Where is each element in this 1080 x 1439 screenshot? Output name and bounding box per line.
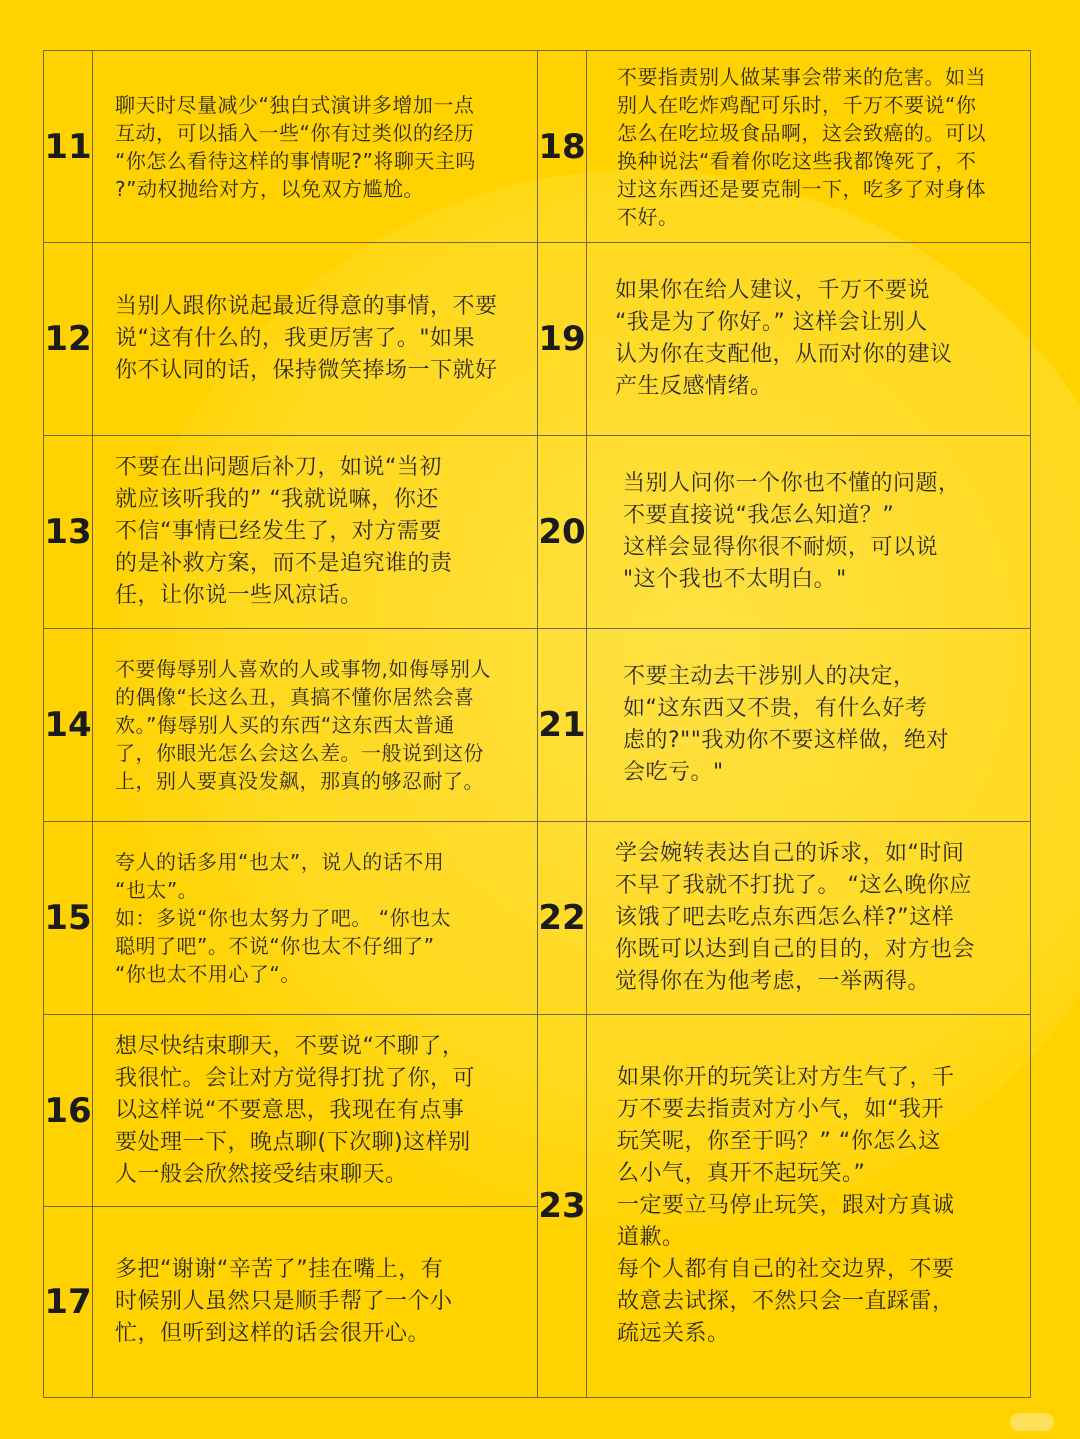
tip-text-18 [586,50,1031,243]
tip-text-21-content: 不要主动去干涉别人的决定， 如“这东西又不贵，有什么好考 虑的?""我劝你不要这样做，绝对 会吃亏。" [623,664,949,785]
tip-text-15 [92,821,538,1015]
tip-text-16 [92,1014,538,1207]
tip-text-16-content: 想尽快结束聊天，不要说“不聊了， 我很忙。会让对方觉得打扰了你，可 以这样说“不要意思，我现在有点事 要处理一下，晚点聊(下次聊)这样别 人一般会欣然接受结束聊天。 [115,1033,476,1187]
tip-number-15: 15 [43,821,93,1015]
tip-text-20-content: 当别人问你一个你也不懂的问题， 不要直接说“我怎么知道？” 这样会显得你很不耐烦，可以说 "这个我也不太明白。" [623,471,961,592]
tip-text-19 [586,242,1031,436]
tip-text-19-content: 如果你在给人建议，千万不要说 “我是为了你好。” 这样会让别人 认为你在支配他，从而对你的建议 产生反感情绪。 [615,278,953,399]
tip-text-11 [92,50,538,243]
tip-text-20 [586,435,1031,629]
tip-number-16: 16 [43,1014,93,1207]
tip-number-11: 11 [43,50,93,243]
tip-text-22-content: 学会婉转表达自己的诉求，如“时间 不早了我就不打扰了。 “这么晚你应 该饿了吧去吃点东西怎么样?”这样 你既可以达到自己的目的，对方也会 觉得你在为他考虑，一举两得。 [615,841,976,994]
tip-text-23 [586,1014,1031,1398]
watermark-badge [1010,1413,1054,1431]
tip-number-18: 18 [537,50,587,243]
tip-text-17-content: 多把“谢谢“辛苦了”挂在嘴上，有 时候别人虽然只是顺手帮了一个小 忙，但听到这样的话会很开心。 [115,1257,453,1346]
tip-number-19: 19 [537,242,587,436]
tip-text-12-content: 当别人跟你说起最近得意的事情，不要 说“这有什么的，我更厉害了。"如果 你不认同的话，保持微笑捧场一下就好 [115,294,498,383]
tip-text-22 [586,821,1031,1015]
tip-number-14: 14 [43,628,93,822]
tip-text-14-content: 不要侮辱别人喜欢的人或事物,如侮辱别人 的偶像“长这么丑，真搞不懂你居然会喜 欢。”侮辱别人买的东西“这东西太普通 了，你眼光怎么会这么差。一般说到这份 上，别人要真没发飙，那真的够忍耐了。 [115,657,491,793]
tip-text-11-content: 聊天时尽量减少“独白式演讲多增加一点 互动，可以插入一些“你有过类似的经历 “你怎么看待这样的事情呢?”将聊天主吗 ?”动权抛给对方，以免双方尴尬。 [115,92,476,201]
tip-number-12: 12 [43,242,93,436]
tip-text-13 [92,435,538,629]
tip-number-17: 17 [43,1206,93,1398]
tip-text-18-content: 不要指责别人做某事会带来的危害。如当 别人在吃炸鸡配可乐时，千万不要说“你 怎么在吃垃圾食品啊，这会致癌的。可以 换种说法“看着你吃这些我都馋死了，不 过这东西还是要克制一下，吃多了对身体 不好。 [617,64,986,229]
tip-text-15-content: 夸人的话多用“也太”，说人的话不用 “也太”。 如：多说“你也太努力了吧。 “你也太 聪明了吧”。不说“你也太不仔细了” “你也太不用心了“。 [115,850,452,986]
tip-number-23: 23 [537,1014,587,1398]
tip-text-21 [586,628,1031,822]
tip-number-22: 22 [537,821,587,1015]
tip-text-12 [92,242,538,436]
tip-number-21: 21 [537,628,587,822]
tip-text-17 [92,1206,538,1398]
tip-text-23-content: 如果你开的玩笑让对方生气了，千 万不要去指责对方小气，如“我开 玩笑呢，你至于吗？” “你怎么这 么小气，真开不起玩笑。” 一定要立马停止玩笑，跟对方真诚 道歉。 每个人都有自己的社交边界，不要 故意去试探，不然只会一直踩雷， 疏远关系。 [617,1065,955,1346]
tip-text-13-content: 不要在出问题后补刀，如说“当初 就应该听我的” “我就说嘛，你还 不信“事情已经发生了，对方需要 的是补救方案，而不是追究谁的责 任，让你说一些风凉话。 [115,455,453,608]
tip-number-20: 20 [537,435,587,629]
tip-text-14 [92,628,538,822]
tip-number-13: 13 [43,435,93,629]
